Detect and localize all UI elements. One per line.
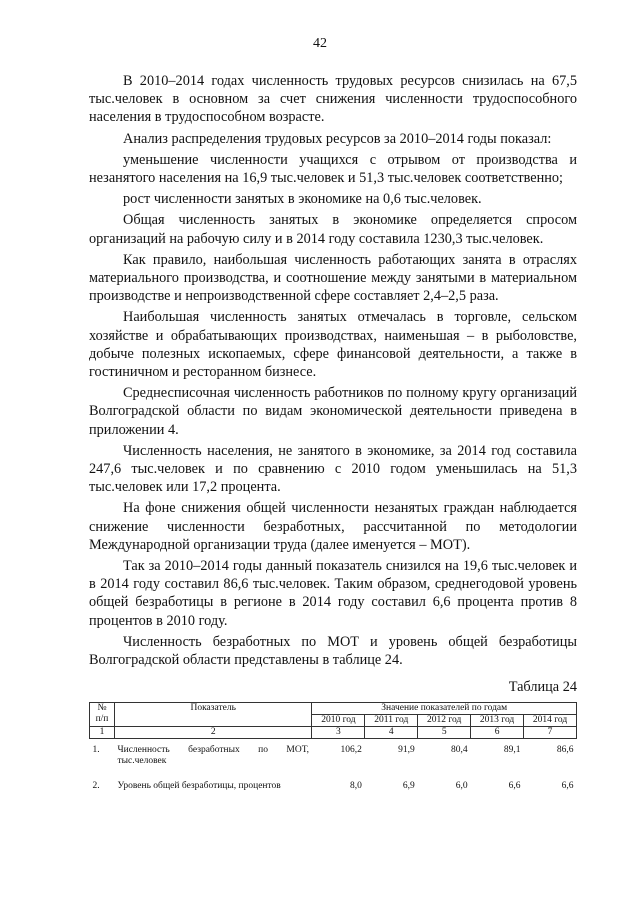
column-number: 4	[365, 727, 418, 739]
header-values: Значение показателей по годам	[312, 703, 577, 715]
data-table	[89, 702, 577, 792]
column-number: 2	[114, 727, 312, 739]
row-value: 6,6	[561, 781, 574, 791]
paragraph: На фоне снижения общей численности незанятых граждан наблюдается снижение численности безработных, рассчитанной по методологии Международной организации труда (далее именуется – МОТ).	[89, 500, 577, 553]
body-text	[89, 72, 577, 672]
row-value: 91,9	[398, 745, 415, 755]
row-value: 6,0	[455, 781, 468, 791]
paragraph: Общая численность занятых в экономике определяется спросом организаций на рабочую силу и в 2014 году составила 1230,3 тыс.человек.	[89, 212, 577, 247]
paragraph: Численность безработных по МОТ и уровень общей безработицы Волгоградской области представлены в таблице 24.	[89, 633, 577, 669]
paragraph: Анализ распределения трудовых ресурсов за 2010–2014 годы показал:	[123, 130, 552, 147]
header-year: 2012 год	[418, 715, 471, 727]
header-num: № п/п	[90, 703, 115, 727]
row-value: 89,1	[503, 745, 521, 755]
paragraph: Среднесписочная численность работников по полному кругу организаций Волгоградской области по видам экономической деятельности приведена в приложении 4.	[89, 385, 577, 438]
header-year: 2011 год	[365, 715, 418, 727]
page-number: 42	[313, 36, 327, 51]
header-indicator: Показатель	[114, 703, 312, 727]
header-year: 2014 год	[524, 715, 577, 727]
column-number: 5	[418, 727, 471, 739]
table-caption: Таблица 24	[508, 679, 577, 695]
table-row	[90, 745, 577, 767]
column-number: 3	[312, 727, 365, 739]
paragraph: Численность населения, не занятого в экономике, за 2014 год составила 247,6 тыс.человек и по сравнению с 2010 годом уменьшилась на 51,3 тыс.человек или 17,2 процента.	[89, 442, 577, 496]
column-number: 1	[90, 727, 115, 739]
header-year: 2010 год	[312, 715, 365, 727]
row-value: 86,6	[556, 745, 574, 755]
paragraph: Так за 2010–2014 годы данный показатель снизился на 19,6 тыс.человек и в 2014 году составил 86,6 тыс.человек. Таким образом, среднегодовой уровень общей безработицы в регионе в 2014 году составил 6,6 процента против 8 процентов в 2010 году.	[89, 558, 577, 629]
paragraph: уменьшение численности учащихся с отрывом от производства и незанятого населения на 16,9 тыс.человек и 51,3 тыс.человек соответственно;	[89, 151, 577, 187]
paragraph: Наибольшая численность занятых отмечалась в торговле, сельском хозяйстве и обрабатывающих производствах, наименьшая – в рыболовстве, добыче полезных ископаемых, сфере финансовой деятельности, а также в гостиничном и ресторанном бизнесе.	[89, 309, 577, 381]
column-number-row	[90, 727, 577, 739]
row-num: 1.	[92, 745, 100, 755]
row-num: 2.	[92, 781, 100, 791]
row-value: 6,6	[508, 781, 521, 791]
row-value: 80,4	[451, 745, 468, 755]
paragraph: Как правило, наибольшая численность работающих занята в отраслях материального производства, и соотношение между занятыми в материальном производстве и непроизводственной сфере составляет 2,4–2,5 раза.	[89, 251, 577, 305]
row-value: 106,2	[340, 745, 362, 755]
table-row	[90, 781, 577, 792]
row-label: Численность безработных по МОТ, тыс.человек	[117, 745, 309, 766]
row-label: Уровень общей безработицы, процентов	[117, 781, 281, 791]
paragraph: рост численности занятых в экономике на 0,6 тыс.человек.	[123, 191, 482, 208]
row-value: 8,0	[349, 781, 362, 791]
paragraph: В 2010–2014 годах численность трудовых ресурсов снизилась на 67,5 тыс.человек в основном за счет снижения численности трудоспособного населения в трудоспособном возрасте.	[89, 73, 577, 126]
row-value: 6,9	[402, 781, 415, 791]
column-number: 6	[471, 727, 524, 739]
header-year: 2013 год	[471, 715, 524, 727]
column-number: 7	[524, 727, 577, 739]
